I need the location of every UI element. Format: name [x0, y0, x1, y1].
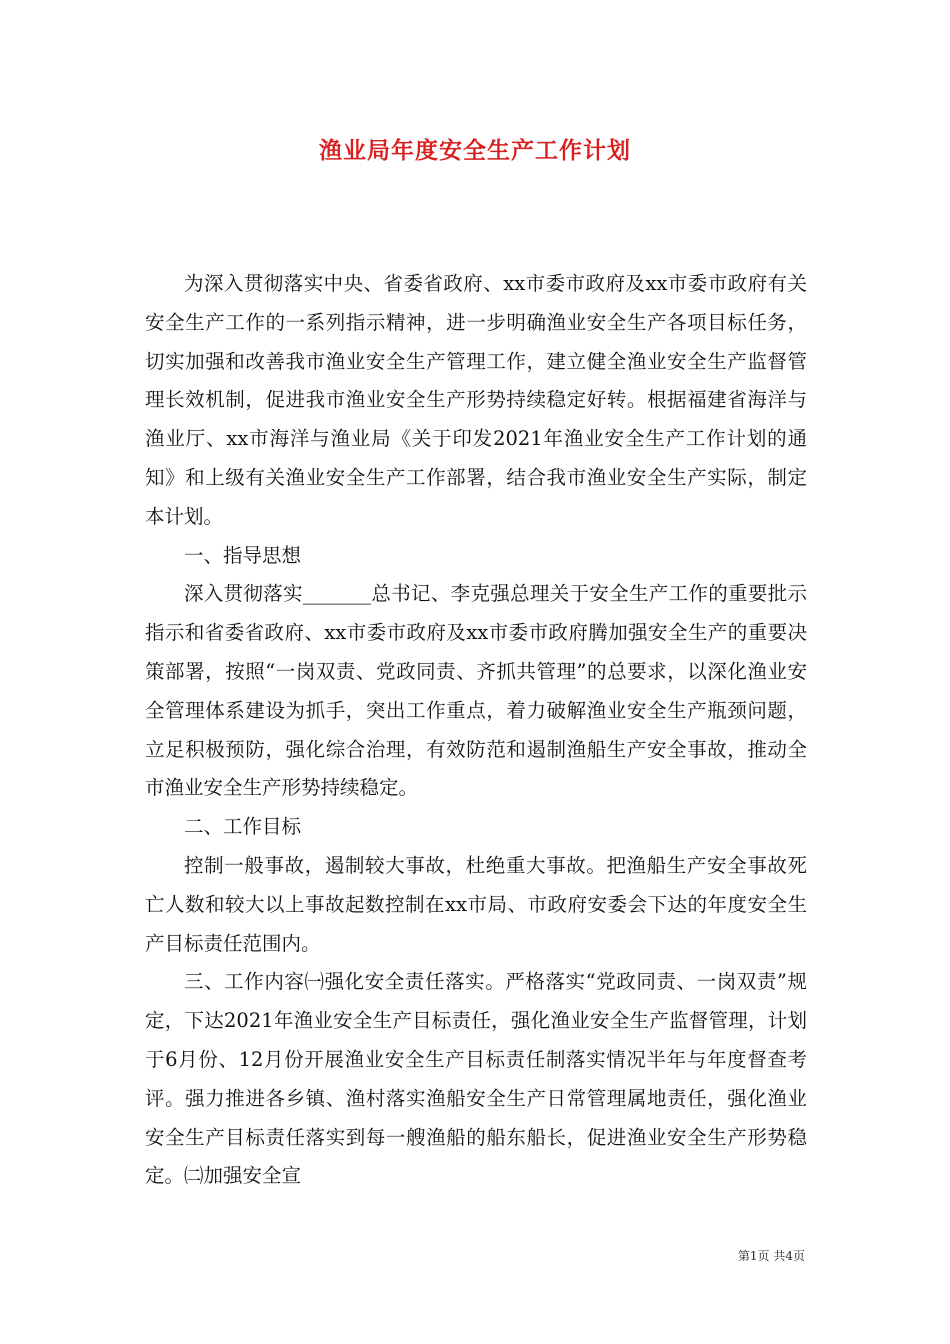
- paragraph-work-goals: 控制一般事故，遏制较大事故，杜绝重大事故。把渔船生产安全事故死亡人数和较大以上事故起数控制在xx市局、市政府安委会下达的年度安全生产目标责任范围内。: [145, 853, 807, 955]
- page-number: 第1页 共4页: [737, 1249, 805, 1263]
- paragraph-intro: 为深入贯彻落实中央、省委省政府、xx市委市政府及xx市委市政府有关安全生产工作的一系列指示精神，进一步明确渔业安全生产各项目标任务，切实加强和改善我市渔业安全生产管理工作，建立健全渔业安全生产监督管理长效机制，促进我市渔业安全生产形势持续稳定好转。根据福建省海洋与渔业厅、xx市海洋与渔业局《关于印发2021年渔业安全生产工作计划的通知》和上级有关渔业安全生产工作部署，结合我市渔业安全生产实际，制定本计划。: [145, 272, 807, 528]
- paragraph-work-content: 三、工作内容㈠强化安全责任落实。严格落实“党政同责、一岗双责”规定，下达2021年渔业安全生产目标责任，强化渔业安全生产监督管理，计划于6月份、12月份开展渔业安全生产目标责任制落实情况半年与年度督查考评。强力推进各乡镇、渔村落实渔船安全生产日常管理属地责任，强化渔业安全生产目标责任落实到每一艘渔船的船东船长，促进渔业安全生产形势稳定。㈡加强安全宣: [145, 970, 807, 1188]
- document-body: [145, 265, 807, 1196]
- heading-work-goals: 二、工作目标: [184, 815, 302, 839]
- heading-guiding-ideology: 一、指导思想: [184, 543, 302, 567]
- document-title: 渔业局年度安全生产工作计划: [319, 137, 631, 164]
- paragraph-guiding-ideology: 深入贯彻落实_______总书记、李克强总理关于安全生产工作的重要批示指示和省委省政府、xx市委市政府及xx市委市政府腾加强安全生产的重要决策部署，按照“一岗双责、党政同责、齐抓共管理”的总要求，以深化渔业安全管理体系建设为抓手，突出工作重点，着力破解渔业安全生产瓶颈问题，立足积极预防，强化综合治理，有效防范和遏制渔船生产安全事故，推动全市渔业安全生产形势持续稳定。: [145, 582, 807, 800]
